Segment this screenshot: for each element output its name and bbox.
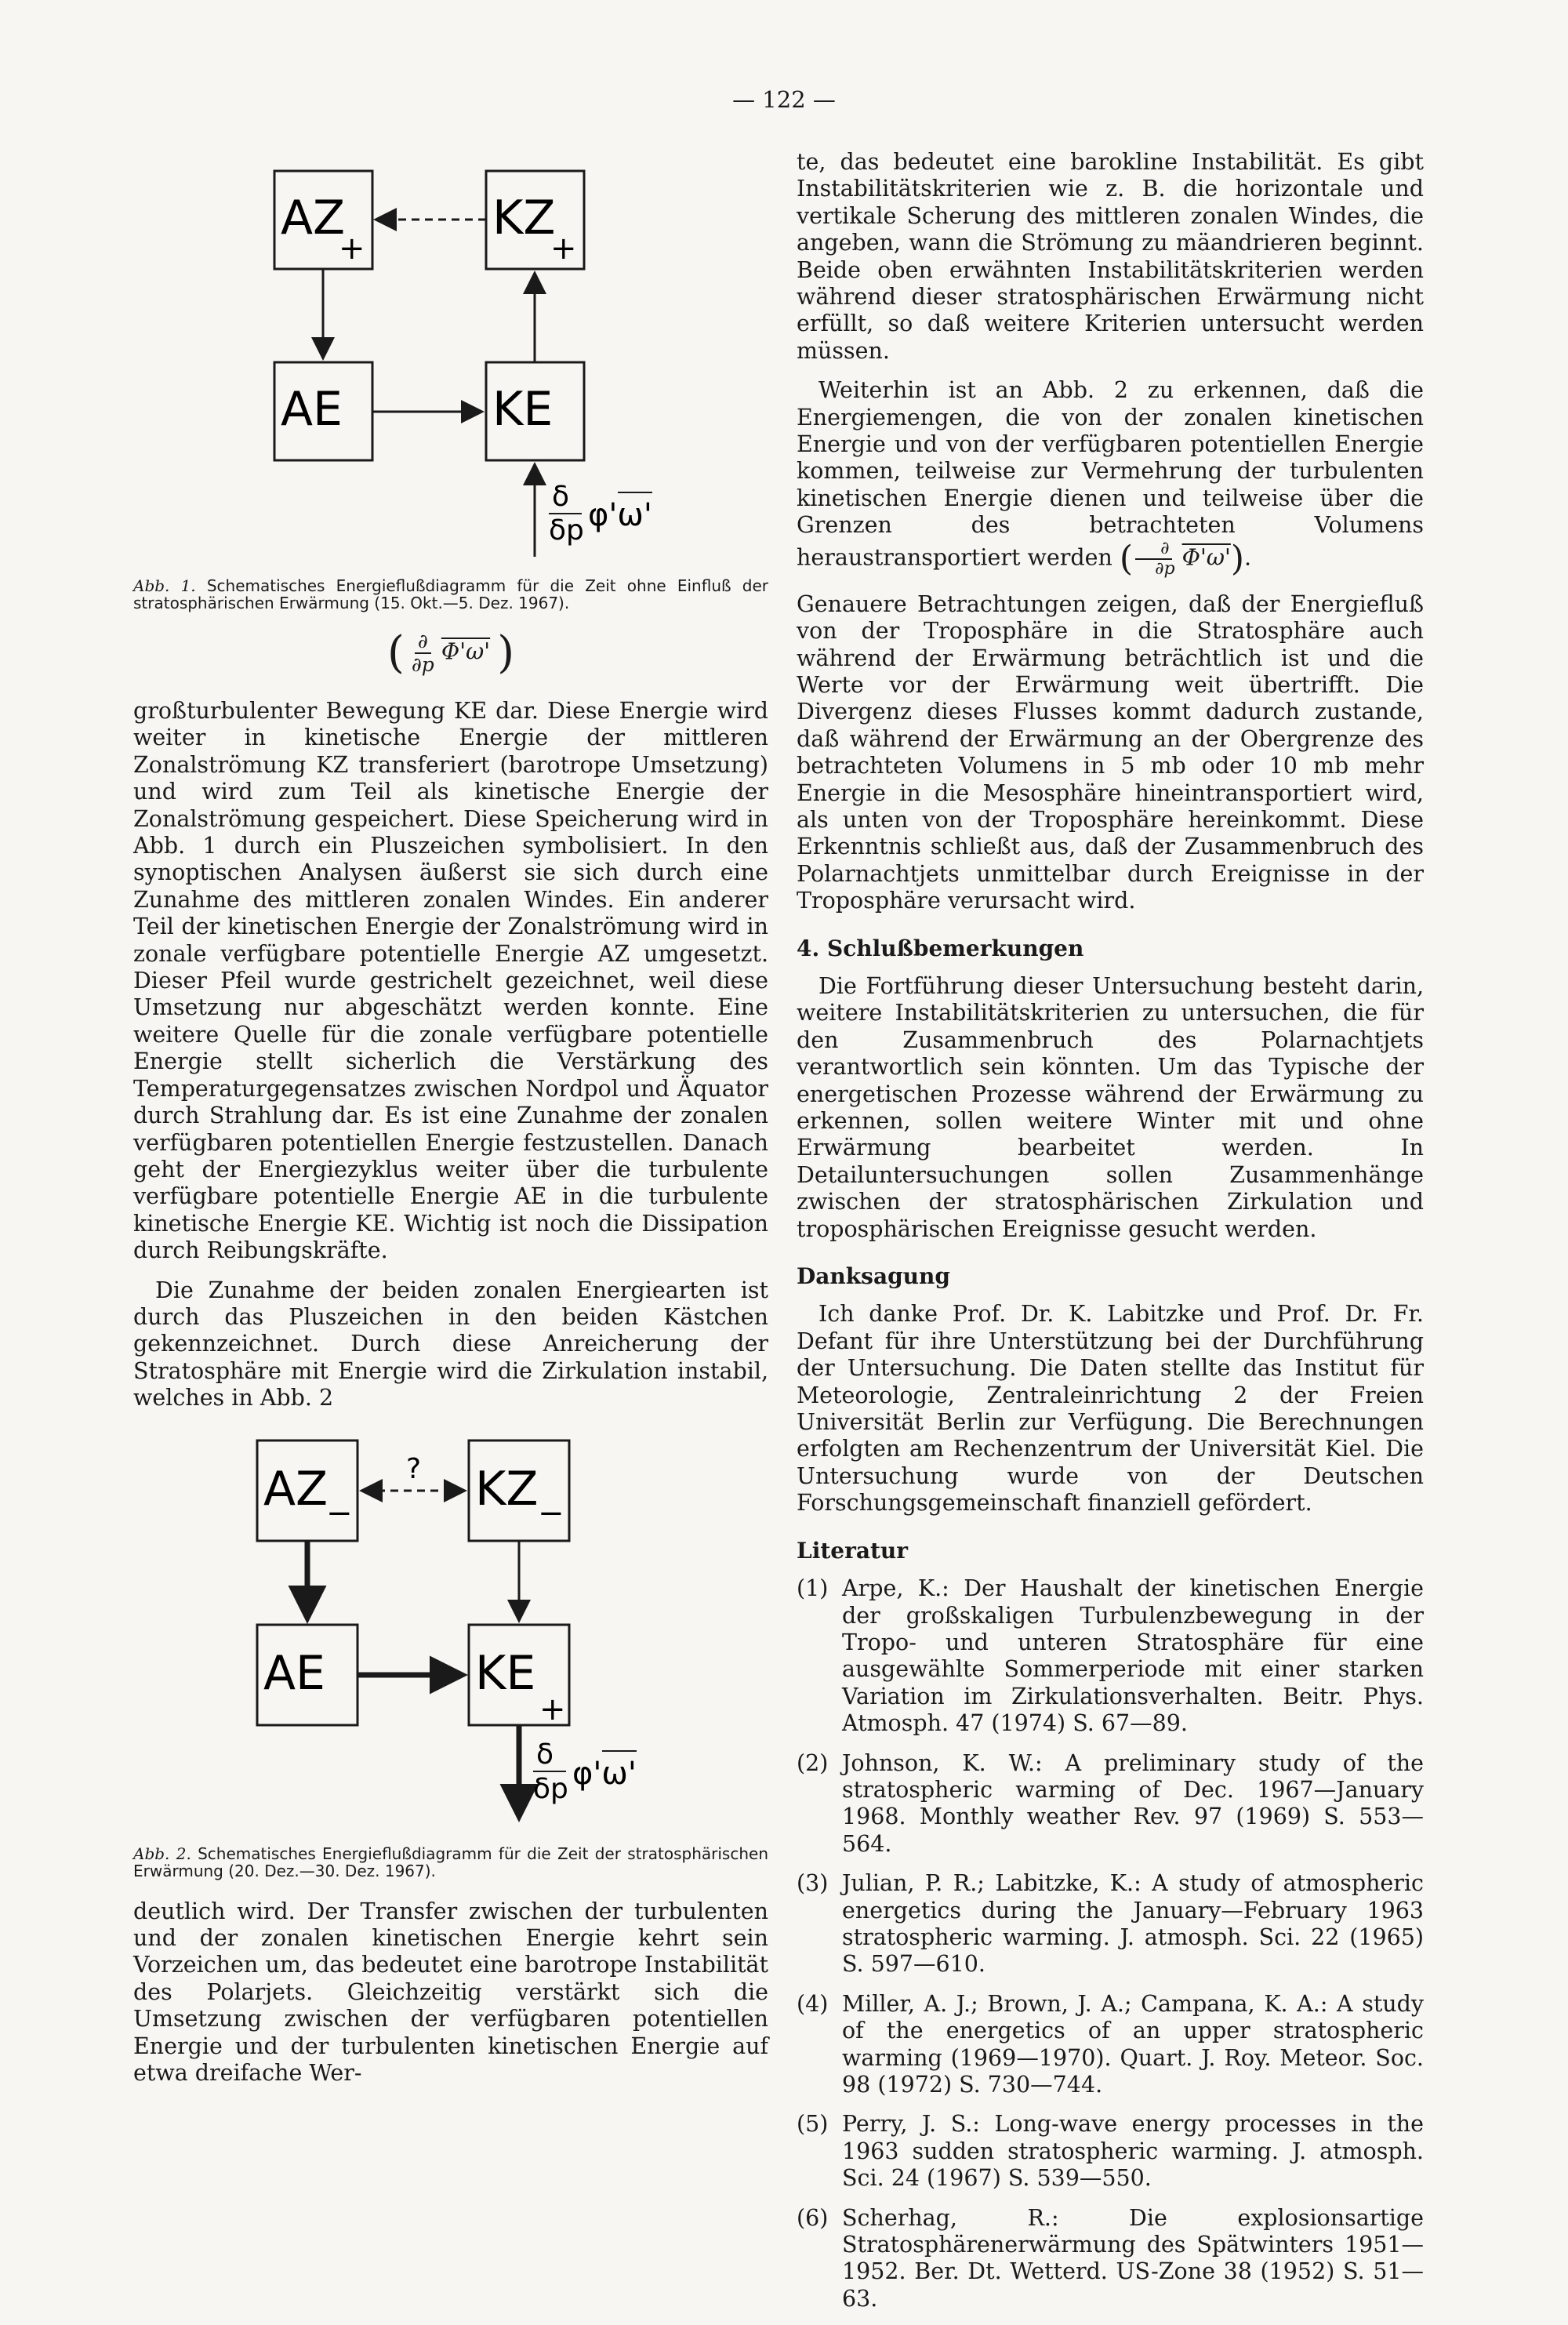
fig1-label-az: AZ (281, 191, 346, 245)
figure-1-caption-label: Abb. 1. (133, 576, 196, 595)
figure-2-diagram (133, 1425, 768, 1840)
figure-2-caption (133, 1845, 768, 1880)
fig2-label-ke: KE (475, 1645, 536, 1701)
left-paragraph-2: Die Zunahme der beiden zonalen Energiearten ist durch das Pluszeichen in den beiden Kästchen gekennzeichnet. Durch diese Anreicherung der Stratosphäre mit Energie wird die Zirkulation instabil, welches in Abb. 2 (133, 1277, 768, 1411)
fig2-flux-term: φ'ω' (572, 1755, 637, 1792)
fig1-label-ke: KE (492, 382, 554, 437)
fig2-flux-den: δp (533, 1772, 568, 1805)
figure-2 (133, 1425, 768, 1880)
reference-item: (4) Miller, A. J.; Brown, J. A.; Campana, K. A.: A study of the energetics of an upper stratospheric warming (1969—1970). Quart. J. Roy. Meteor. Soc. 98 (1972) S. 730—744. (797, 1990, 1424, 2098)
fig2-sign-kz: − (538, 1495, 564, 1531)
fig1-flux-den: δp (549, 514, 584, 547)
fig1-flux-num: δ (552, 481, 570, 513)
left-paragraph-3: deutlich wird. Der Transfer zwischen der turbulenten und der zonalen kinetischen Energie kehrt sein Vorzeichen um, das bedeutet eine barotrope Instabilität des Polarjets. Gleichzeitig verstärkt sich die Umsetzung zwischen der verfügbaren potentiellen Energie und der turbulenten kinetischen Energie auf etwa dreifache Wer- (133, 1898, 768, 2086)
inline-formula-num: ∂ (1135, 539, 1172, 560)
fig2-sign-az: − (326, 1495, 353, 1531)
page-number: — 122 — (732, 86, 836, 113)
fig2-label-ae: AE (263, 1645, 325, 1701)
reference-item: (3) Julian, P. R.; Labitzke, K.: A study of atmospheric energetics during the January—February 1963 stratospheric warming. J. atmosph. Sci. 22 (1965) S. 597—610. (797, 1870, 1424, 1978)
reference-item: (6) Scherhag, R.: Die explosionsartige Stratosphärenerwärmung des Spätwinters 1951—1952. Ber. Dt. Wetterd. US-Zone 38 (1952) S. 51—63. (797, 2204, 1424, 2312)
reference-list (797, 1575, 1424, 2312)
left-paragraph-1: großturbulenter Bewegung KE dar. Diese Energie wird weiter in kinetische Energie der mittleren Zonalströmung KZ transferiert (barotrope Umsetzung) und wird zum Teil als kinetische Energie der Zonalströmung gespeichert. Diese Speicherung wird in Abb. 1 durch ein Pluszeichen symbolisiert. In den synoptischen Analysen äußerst sie sich durch eine Zunahme des mittleren zonalen Windes. Ein anderer Teil der kinetischen Energie der Zonalströmung wird in zonale verfügbare potentielle Energie AZ umgesetzt. Dieser Pfeil wurde gestrichelt gezeichnet, weil diese Umsetzung nur abgeschätzt werden konnte. Eine weitere Quelle für die zonale verfügbare potentielle Energie stellt sicherlich die Verstärkung des Temperaturgegensatzes zwischen Nordpol und Äquator durch Strahlung dar. Es ist eine Zunahme der zonalen verfügbaren potentiellen Energie festzustellen. Danach geht der Energiezyklus weiter über die turbulente verfügbare potentielle Energie AE in die turbulente kinetische Energie KE. Wichtig ist noch die Dissipation durch Reibungskräfte. (133, 698, 768, 1264)
fig1-sign-kz: + (550, 231, 577, 267)
fig1-label-kz: KZ (492, 191, 556, 245)
fig2-flux-num: δ (536, 1738, 554, 1771)
fig1-label-ae: AE (281, 382, 343, 437)
figure-1-caption (133, 577, 768, 612)
figure-1-diagram (133, 149, 768, 572)
formula-term: Φ'ω' (441, 638, 491, 665)
formula-num: ∂ (415, 630, 431, 654)
fig2-sign-ke: + (539, 1691, 566, 1727)
inline-formula-den: ∂p (1155, 558, 1175, 579)
right-paragraph-2: Weiterhin ist an Abb. 2 zu erkennen, daß die Energiemengen, die von der zonalen kinetischen Energie und von der verfügbaren potentiellen Energie kommen, teilweise zur Vermehrung der turbulenten kinetischen Energie dienen und teilweise über die Grenzen des betrachteten Volumens heraustransportiert werden ( $\frac{\partial}{\partial p}$ Φ'ω'). (797, 377, 1424, 579)
display-formula: ( $\frac{\partial}{\partial p}$ Φ'ω' ) (387, 627, 515, 678)
fig2-label-kz: KZ (475, 1461, 539, 1517)
section-4-text: Die Fortführung dieser Untersuchung besteht darin, weitere Instabilitätskriterien zu untersuchen, die für den Zusammenbruch des Polarnachtjets verantwortlich sein könnten. Um das Typische der energetischen Prozesse während der Erwärmung zu erkennen, sollen weitere Winter mit und ohne Erwärmung bearbeitet werden. In Detailuntersuchungen sollen Zusammenhänge zwischen der stratosphärischen Zirkulation und troposphärischen Ereignisse gesucht werden. (797, 972, 1424, 1242)
figure-1-caption-text: Schematisches Energieflußdiagramm für die Zeit ohne Einfluß der stratosphärischen Erwärmung (15. Okt.—5. Dez. 1967). (133, 576, 768, 612)
right-paragraph-3: Genauere Betrachtungen zeigen, daß der Energiefluß von der Troposphäre in die Stratosphäre auch während der Erwärmung beträchtlich ist und die Werte vor der Erwärmung weit übertrifft. Die Divergenz dieses Flusses kommt dadurch zustande, daß während der Erwärmung an der Obergrenze des betrachteten Volumens in 5 mb oder 10 mb mehr Energie in die Mesosphäre hineintransportiert wird, als unten von der Troposphäre hereinkommt. Diese Erkenntnis schließt aus, daß der Zusammenbruch des Polarnachtjets unmittelbar durch Ereignisse in der Troposphäre verursacht wird. (797, 590, 1424, 914)
literature-heading: Literatur (797, 1537, 909, 1564)
reference-item: (1) Arpe, K.: Der Haushalt der kinetischen Energie der großskaligen Turbulenzbewegung in der Tropo- und unteren Stratosphäre für eine ausgewählte Sommerperiode mit einer starken Variation im Zirkulationsverhalten. Beitr. Phys. Atmosph. 47 (1974) S. 67—89. (797, 1575, 1424, 1737)
section-4-heading: 4. Schlußbemerkungen (797, 935, 1084, 961)
fig1-flux-term: φ'ω' (588, 497, 652, 533)
inline-formula-term: Φ'ω' (1181, 544, 1231, 571)
reference-item: (2) Johnson, K. W.: A preliminary study of the stratospheric warming of Dec. 1967—January 1968. Monthly weather Rev. 97 (1969) S. 553—564. (797, 1749, 1424, 1857)
figure-2-caption-text: Schematisches Energieflußdiagramm für die Zeit der stratosphärischen Erwärmung (20. Dez.—30. Dez. 1967). (133, 1844, 768, 1880)
right-paragraph-1: te, das bedeutet eine barokline Instabilität. Es gibt Instabilitätskriterien wie z. B. die horizontale und vertikale Scherung des mittleren zonalen Windes, die angeben, wann die Strömung zu mäandrieren beginnt. Beide oben erwähnten Instabilitätskriterien werden während dieser stratosphärischen Erwärmung nicht erfüllt, so daß weitere Kriterien untersucht werden müssen. (797, 149, 1424, 364)
figure-2-caption-label: Abb. 2. (133, 1844, 191, 1863)
thanks-text: Ich danke Prof. Dr. K. Labitzke und Prof. Dr. Fr. Defant für ihre Unterstützung bei der Durchführung der Untersuchung. Die Daten stellte das Institut für Meteorologie, Zentraleinrichtung 2 der Freien Universität Berlin zur Verfügung. Die Berechnungen erfolgten am Rechenzentrum der Universität Kiel. Die Untersuchung wurde von der Deutschen Forschungsgemeinschaft finanziell gefördert. (797, 1301, 1424, 1517)
fig1-sign-az: + (339, 231, 365, 267)
reference-item: (5) Perry, J. S.: Long-wave energy processes in the 1963 sudden stratospheric warming. J. atmosph. Sci. 24 (1967) S. 539—550. (797, 2111, 1424, 2192)
fig2-question: ? (406, 1452, 422, 1485)
figure-1 (133, 149, 768, 612)
thanks-heading: Danksagung (797, 1263, 950, 1290)
formula-den: ∂p (411, 653, 434, 676)
fig2-label-az: AZ (263, 1461, 328, 1517)
left-column (133, 149, 768, 2099)
right-paragraph-2-text: Weiterhin ist an Abb. 2 zu erkennen, daß die Energiemengen, die von der zonalen kinetischen Energie und von der verfügbaren potentiellen Energie kommen, teilweise zur Vermehrung der turbulenten kinetischen Energie dienen und teilweise über die Grenzen des betrachteten Volumens heraustransportiert werden (797, 377, 1424, 571)
right-column (797, 149, 1424, 2325)
